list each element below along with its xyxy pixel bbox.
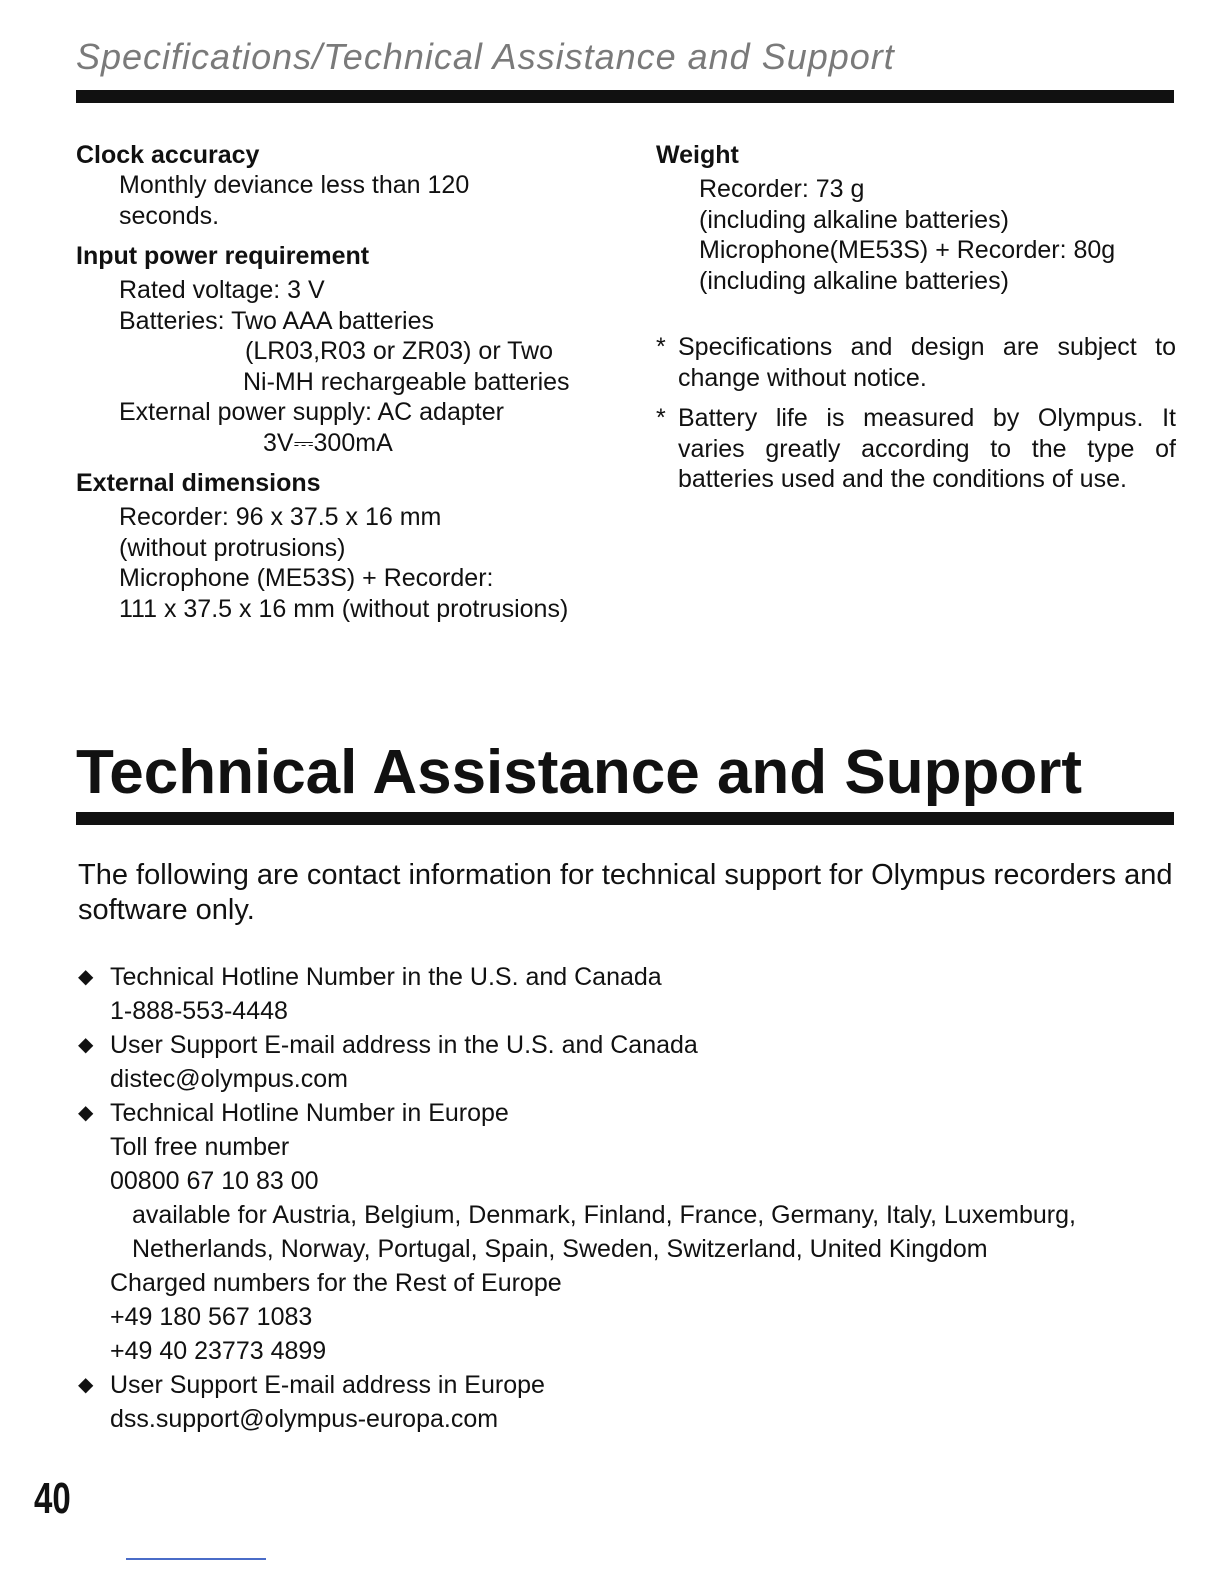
batteries-types: (LR03,R03 or ZR03) or Two [245,337,553,365]
weight-line: Recorder: 73 g [699,175,865,203]
intro-paragraph: The following are contact information for technical support for Olympus recorders and software only. [78,859,1173,926]
specs-right-column [656,140,1176,505]
clock-line: seconds. [119,201,220,230]
us-hotline-number: 1-888-553-4448 [110,997,288,1025]
dimension-line: Microphone (ME53S) + Recorder: [119,564,494,592]
rated-voltage: Rated voltage: 3 V [119,276,325,304]
diamond-bullet-icon: ◆ [78,1374,94,1396]
eu-charged-label: Charged numbers for the Rest of Europe [110,1269,562,1297]
eu-charged-number: +49 40 23773 4899 [110,1337,327,1365]
list-item [78,960,1188,994]
weight-heading: Weight [656,141,739,169]
external-power: External power supply: AC adapter [119,398,504,426]
section-rule [76,812,1174,825]
us-hotline-label: Technical Hotline Number in the U.S. and Canada [110,963,662,991]
input-power-heading: Input power requirement [76,242,370,270]
clock-accuracy-body [76,170,616,231]
asterisk: * [656,404,666,432]
clock-accuracy-heading: Clock accuracy [76,141,260,169]
running-header: Specifications/Technical Assistance and Support [76,36,895,77]
list-item [78,1028,1188,1062]
external-power-rating: 3V⎓300mA [263,428,393,457]
asterisk: * [656,333,666,361]
clock-line: Monthly deviance less than 120 [119,171,470,199]
note-text: Specifications and design are subject to change without notice. [678,333,1176,392]
eu-tollfree-number: 00800 67 10 83 00 [110,1167,319,1195]
diamond-bullet-icon: ◆ [78,1034,94,1056]
page-number: 40 [34,1474,71,1523]
batteries: Batteries: Two AAA batteries [119,306,434,335]
support-list [78,960,1188,1436]
weight-body [656,174,1176,296]
spec-notes [656,332,1176,495]
eu-hotline-label: Technical Hotline Number in Europe [110,1099,509,1127]
dimension-line: 111 x 37.5 x 16 mm (without protrusions) [119,594,569,623]
eu-email-link[interactable]: dss.support@olympus-europa.com [110,1405,499,1433]
dimension-line: Recorder: 96 x 37.5 x 16 mm [119,503,442,531]
input-power-body [76,275,616,458]
list-item [78,1096,1188,1130]
dimension-line: (without protrusions) [119,533,346,562]
diamond-bullet-icon: ◆ [78,966,94,988]
list-item [78,1368,1188,1402]
header-rule [76,90,1174,103]
eu-email-label: User Support E-mail address in Europe [110,1371,545,1399]
weight-line: Microphone(ME53S) + Recorder: 80g [699,236,1116,264]
spec-note [656,403,1176,495]
specs-left-column [76,140,616,634]
spec-note [656,332,1176,393]
us-email-label: User Support E-mail address in the U.S. and Canada [110,1031,698,1059]
eu-countries: available for Austria, Belgium, Denmark, Finland, France, Germany, Italy, Luxemburg, Netherlands, Norway, Portugal, Spain, Sweden, Switzerland, United Kingdom [132,1201,1076,1263]
eu-tollfree-label: Toll free number [110,1133,290,1161]
batteries-rechargeable: Ni-MH rechargeable batteries [243,367,570,396]
external-dimensions-body [76,502,616,624]
weight-line: (including alkaline batteries) [699,266,1009,295]
section-title: Technical Assistance and Support [76,738,1083,807]
footer-divider [126,1558,266,1560]
weight-line: (including alkaline batteries) [699,205,1009,234]
note-text: Battery life is measured by Olympus. It varies greatly according to the type of batteries used and the conditions of use. [678,404,1176,493]
diamond-bullet-icon: ◆ [78,1102,94,1124]
eu-charged-number: +49 180 567 1083 [110,1303,313,1331]
external-dimensions-heading: External dimensions [76,469,321,497]
us-email-link[interactable]: distec@olympus.com [110,1065,348,1093]
